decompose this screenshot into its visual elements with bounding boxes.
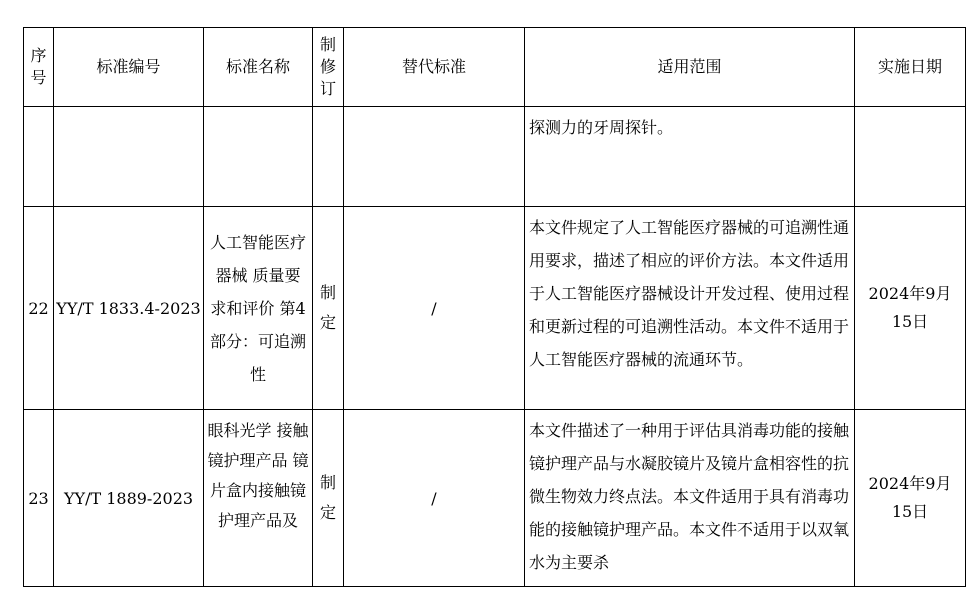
cell-date: 2024年9月15日 (855, 207, 966, 410)
header-date: 实施日期 (855, 28, 966, 107)
standards-table (23, 27, 966, 587)
header-scope: 适用范围 (525, 28, 855, 107)
cell-revision: 制定 (313, 410, 344, 587)
cell-scope-text: 本文件描述了一种用于评估具消毒功能的接触镜护理产品与水凝胶镜片及镜片盒相容性的抗微生物效力终点法。本文件适用于具有消毒功能的接触镜护理产品。本文件不适用于以双氧水为主要杀 (529, 421, 850, 572)
cell-revision (313, 107, 344, 207)
table-row (24, 107, 966, 207)
cell-seq (24, 107, 54, 207)
cell-seq: 23 (24, 410, 54, 587)
table-header-row (24, 28, 966, 107)
table-row (24, 410, 966, 587)
cell-code: YY/T 1889-2023 (54, 410, 204, 587)
cell-name: 人工智能医疗器械 质量要求和评价 第4部分：可追溯性 (204, 207, 313, 410)
header-replace: 替代标准 (344, 28, 525, 107)
cell-code: YY/T 1833.4-2023 (54, 207, 204, 410)
header-code: 标准编号 (54, 28, 204, 107)
cell-date (855, 107, 966, 207)
cell-name (204, 410, 313, 587)
cell-scope: 本文件规定了人工智能医疗器械的可追溯性通用要求，描述了相应的评价方法。本文件适用于人工智能医疗器械设计开发过程、使用过程和更新过程的可追溯性活动。本文件不适用于人工智能医疗器械的流通环节。 (525, 207, 855, 410)
table-row (24, 207, 966, 410)
cell-name-text: 眼科光学 接触镜护理产品 镜片盒内接触镜护理产品及 (207, 421, 309, 530)
cell-replace: / (344, 207, 525, 410)
header-name: 标准名称 (204, 28, 313, 107)
header-revision: 制修订 (313, 28, 344, 107)
cell-scope (525, 410, 855, 587)
cell-replace (344, 107, 525, 207)
cell-date: 2024年9月15日 (855, 410, 966, 587)
cell-seq: 22 (24, 207, 54, 410)
cell-replace: / (344, 410, 525, 587)
cell-scope: 探测力的牙周探针。 (525, 107, 855, 207)
cell-name (204, 107, 313, 207)
header-seq: 序号 (24, 28, 54, 107)
cell-code (54, 107, 204, 207)
cell-revision: 制定 (313, 207, 344, 410)
